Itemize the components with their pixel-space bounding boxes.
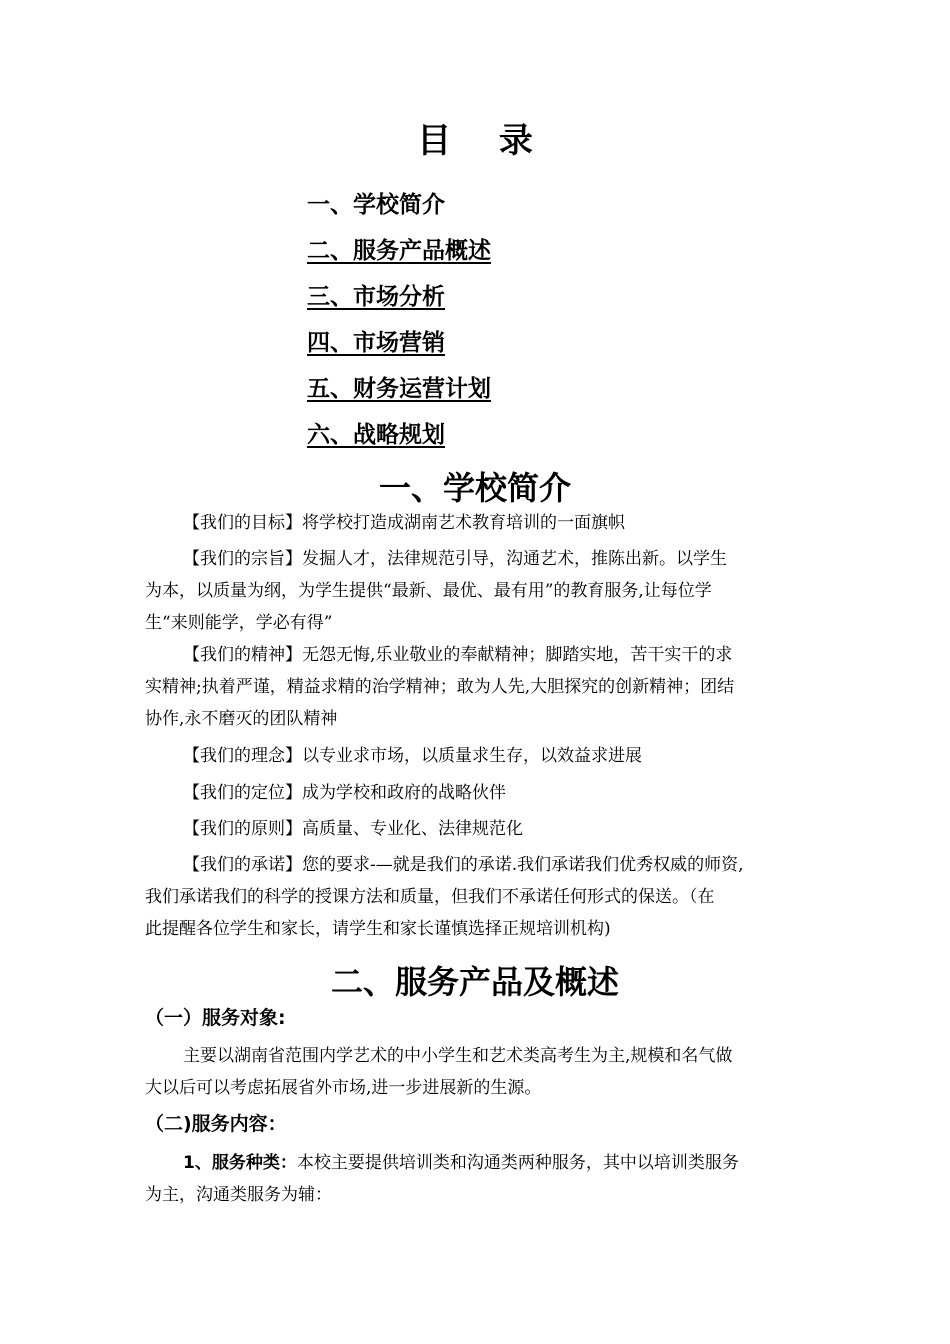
purpose-label: 【我们的宗旨】 bbox=[183, 549, 302, 569]
promise-line1: 您的要求-—就是我们的承诺.我们承诺我们优秀权威的师资, bbox=[302, 855, 744, 875]
toc-item-strategy[interactable]: 六、战略规划 bbox=[307, 422, 445, 448]
idea-label: 【我们的理念】 bbox=[183, 746, 302, 766]
service-target-paragraph bbox=[145, 1040, 810, 1104]
service-target-heading: （一）服务对象: bbox=[145, 1007, 286, 1029]
purpose-paragraph bbox=[145, 543, 810, 639]
toc-item-service-products[interactable]: 二、服务产品概述 bbox=[307, 238, 491, 264]
toc-item-market-analysis[interactable]: 三、市场分析 bbox=[307, 284, 445, 310]
spirit-paragraph bbox=[145, 639, 810, 735]
position-paragraph bbox=[145, 777, 810, 809]
position-text: 成为学校和政府的战略伙伴 bbox=[302, 783, 506, 803]
goal-label: 【我们的目标】 bbox=[183, 513, 302, 533]
purpose-line2: 为本，以质量为纲，为学生提供“最新、最优、最有用”的教育服务,让每位学 bbox=[145, 581, 712, 601]
purpose-line1: 发掘人才，法律规范引导，沟通艺术，推陈出新。以学生 bbox=[302, 549, 727, 569]
goal-paragraph bbox=[145, 507, 810, 539]
spirit-label: 【我们的精神】 bbox=[183, 645, 302, 665]
service-type-label: 1、服务种类 bbox=[183, 1153, 280, 1173]
toc-item-school-intro[interactable]: 一、学校简介 bbox=[307, 192, 445, 218]
section1-heading: 一、学校简介 bbox=[378, 469, 571, 507]
promise-label: 【我们的承诺】 bbox=[183, 855, 302, 875]
principle-text: 高质量、专业化、法律规范化 bbox=[302, 819, 523, 839]
promise-paragraph bbox=[145, 849, 810, 945]
position-label: 【我们的定位】 bbox=[183, 783, 302, 803]
service-target-line2: 大以后可以考虑拓展省外市场,进一步进展新的生源。 bbox=[145, 1078, 542, 1098]
purpose-line3: 生“来则能学，学必有得” bbox=[145, 613, 333, 633]
toc-item-marketing[interactable]: 四、市场营销 bbox=[307, 330, 445, 356]
goal-text: 将学校打造成湖南艺术教育培训的一面旗帜 bbox=[302, 513, 625, 533]
principle-paragraph bbox=[145, 813, 810, 845]
spirit-line1: 无怨无悔,乐业敬业的奉献精神；脚踏实地，苦干实干的求 bbox=[302, 645, 733, 665]
table-of-contents bbox=[307, 182, 491, 458]
service-target-line1: 主要以湖南省范围内学艺术的中小学生和艺术类高考生为主,规模和名气做 bbox=[183, 1046, 733, 1066]
toc-item-financial-plan[interactable]: 五、财务运营计划 bbox=[307, 376, 491, 402]
service-type-line1: 本校主要提供培训类和沟通类两种服务，其中以培训类服务 bbox=[296, 1153, 739, 1173]
service-type-colon: ： bbox=[279, 1153, 297, 1173]
idea-text: 以专业求市场，以质量求生存，以效益求进展 bbox=[302, 746, 642, 766]
principle-label: 【我们的原则】 bbox=[183, 819, 302, 839]
service-content-heading: （二)服务内容： bbox=[145, 1113, 287, 1135]
spirit-line2: 实精神;执着严谨，精益求精的治学精神；敢为人先,大胆探究的创新精神；团结 bbox=[145, 677, 735, 697]
service-type-paragraph bbox=[145, 1147, 810, 1211]
section2-heading: 二、服务产品及概述 bbox=[330, 963, 619, 1001]
promise-line2: 我们承诺我们的科学的授课方法和质量，但我们不承诺任何形式的保送。（在 bbox=[145, 887, 715, 907]
service-type-line2: 为主，沟通类服务为辅： bbox=[145, 1185, 332, 1205]
spirit-line3: 协作,永不磨灭的团队精神 bbox=[145, 709, 338, 729]
promise-line3: 此提醒各位学生和家长，请学生和家长谨慎选择正规培训机构) bbox=[145, 919, 611, 939]
idea-paragraph bbox=[145, 740, 810, 772]
toc-title: 目 录 bbox=[417, 121, 551, 161]
